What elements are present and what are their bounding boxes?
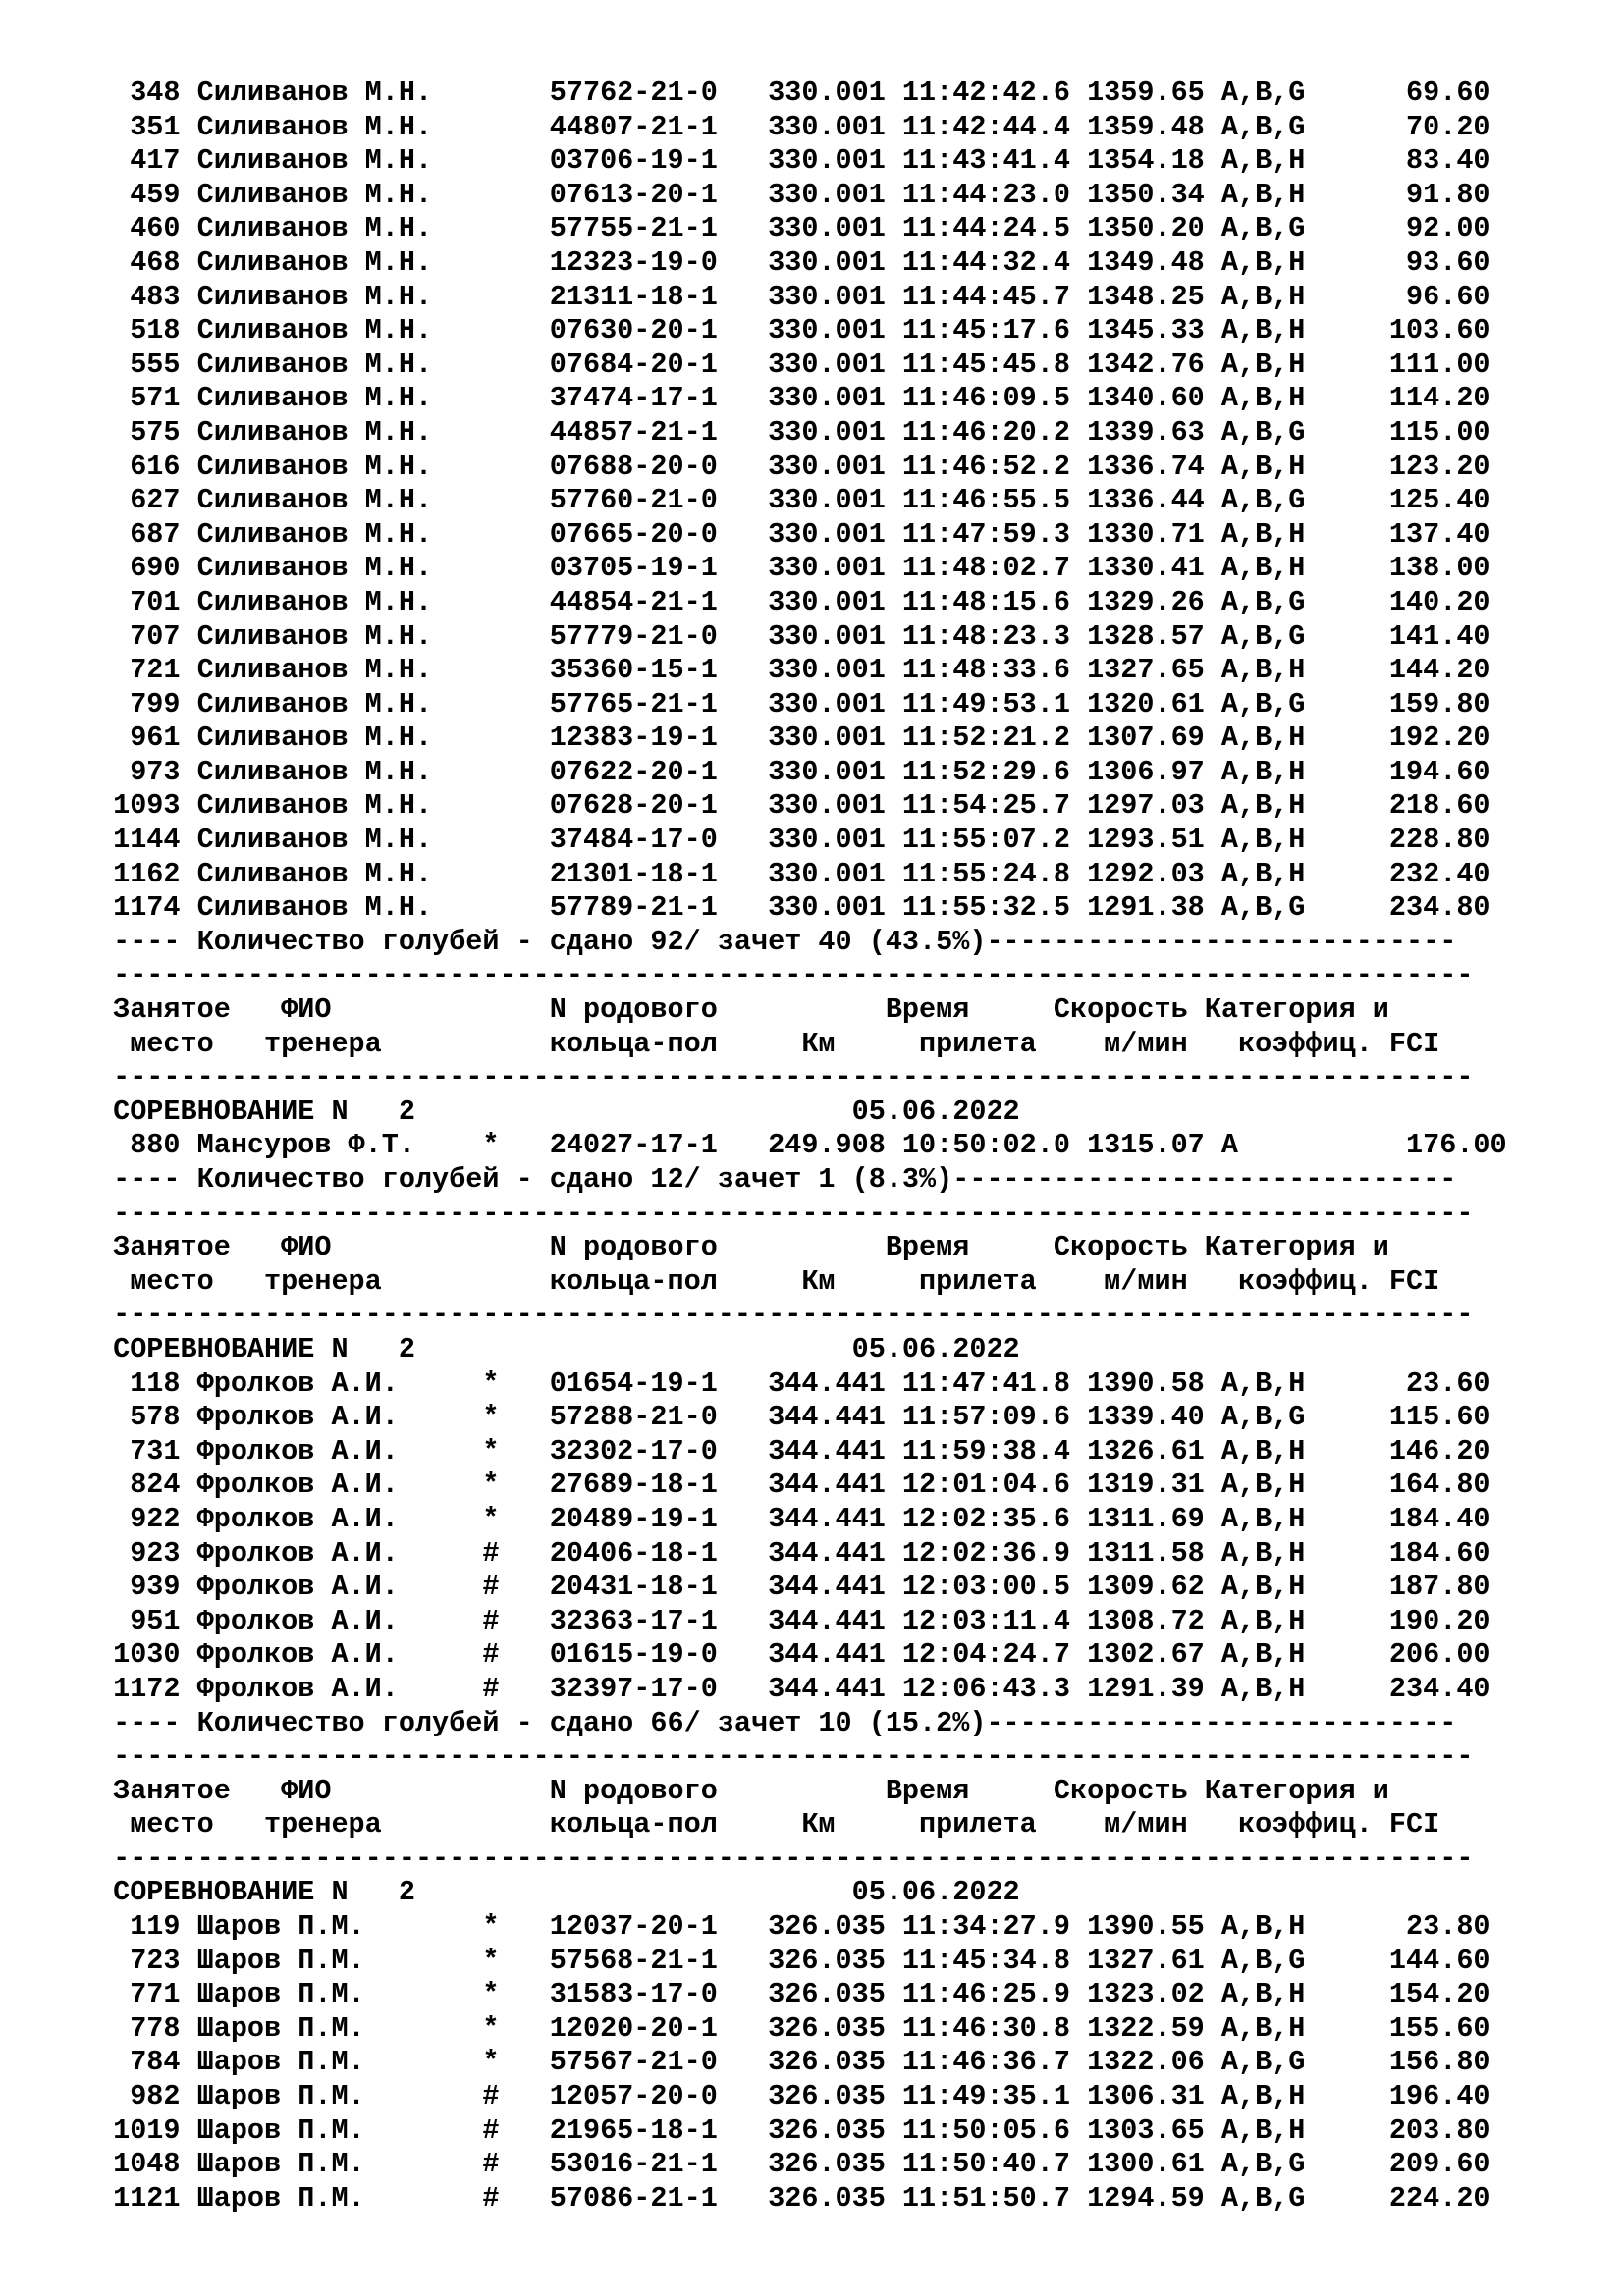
results-document: [96, 77, 1579, 2216]
result-row: 939 Фролков А.И. # 20431-18-1 344.441 12:03:00.5 1309.62 A,B,H 187.80: [96, 1571, 1490, 1604]
column-header-line: Занятое ФИО N родового Время Скорость Категория и: [96, 993, 1389, 1027]
result-row: 627 Силиванов М.Н. 57760-21-0 330.001 11:46:55.5 1336.44 A,B,G 125.40: [96, 484, 1490, 517]
result-row: 468 Силиванов М.Н. 12323-19-0 330.001 11:44:32.4 1349.48 A,B,H 93.60: [96, 245, 1490, 279]
summary-line: ---- Количество голубей - сдано 92/ зачет 40 (43.5%)----------------------------: [96, 925, 1457, 958]
result-row: 119 Шаров П.М. * 12037-20-1 326.035 11:34:27.9 1390.55 A,B,H 23.80: [96, 1910, 1490, 1944]
result-row: 1019 Шаров П.М. # 21965-18-1 326.035 11:50:05.6 1303.65 A,B,H 203.80: [96, 2113, 1490, 2147]
column-header-line: Занятое ФИО N родового Время Скорость Категория и: [96, 1774, 1389, 1807]
result-row: 771 Шаров П.М. * 31583-17-0 326.035 11:46:25.9 1323.02 A,B,H 154.20: [96, 1978, 1490, 2011]
result-row: 616 Силиванов М.Н. 07688-20-0 330.001 11:46:52.2 1336.74 A,B,H 123.20: [96, 450, 1490, 483]
competition-line: СОРЕВНОВАНИЕ N 2 05.06.2022: [96, 1095, 1020, 1128]
divider-line: ---------------------------------------------------------------------------------: [96, 1061, 1474, 1095]
result-row: 731 Фролков А.И. * 32302-17-0 344.441 11:59:38.4 1326.61 A,B,H 146.20: [96, 1434, 1490, 1468]
summary-line: ---- Количество голубей - сдано 12/ зачет 1 (8.3%)------------------------------: [96, 1163, 1457, 1196]
result-row: 1174 Силиванов М.Н. 57789-21-1 330.001 11:55:32.5 1291.38 A,B,G 234.80: [96, 891, 1490, 925]
divider-line: ---------------------------------------------------------------------------------: [96, 959, 1474, 992]
result-row: 824 Фролков А.И. * 27689-18-1 344.441 12:01:04.6 1319.31 A,B,H 164.80: [96, 1468, 1490, 1502]
result-row: 571 Силиванов М.Н. 37474-17-1 330.001 11:46:09.5 1340.60 A,B,H 114.20: [96, 382, 1490, 415]
result-row: 1121 Шаров П.М. # 57086-21-1 326.035 11:51:50.7 1294.59 A,B,G 224.20: [96, 2181, 1490, 2215]
summary-line: ---- Количество голубей - сдано 66/ зачет 10 (15.2%)----------------------------: [96, 1706, 1457, 1739]
result-row: 459 Силиванов М.Н. 07613-20-1 330.001 11:44:23.0 1350.34 A,B,H 91.80: [96, 178, 1490, 211]
result-row: 922 Фролков А.И. * 20489-19-1 344.441 12:02:35.6 1311.69 A,B,H 184.40: [96, 1502, 1490, 1535]
result-row: 1093 Силиванов М.Н. 07628-20-1 330.001 11:54:25.7 1297.03 A,B,H 218.60: [96, 789, 1490, 823]
divider-line: ---------------------------------------------------------------------------------: [96, 1299, 1474, 1332]
result-row: 784 Шаров П.М. * 57567-21-0 326.035 11:46:36.7 1322.06 A,B,G 156.80: [96, 2046, 1490, 2079]
result-row: 880 Мансуров Ф.Т. * 24027-17-1 249.908 10:50:02.0 1315.07 A 176.00: [96, 1129, 1507, 1162]
result-row: 973 Силиванов М.Н. 07622-20-1 330.001 11:52:29.6 1306.97 A,B,H 194.60: [96, 755, 1490, 788]
result-row: 575 Силиванов М.Н. 44857-21-1 330.001 11:46:20.2 1339.63 A,B,G 115.00: [96, 415, 1490, 449]
result-row: 483 Силиванов М.Н. 21311-18-1 330.001 11:44:45.7 1348.25 A,B,H 96.60: [96, 280, 1490, 313]
competition-line: СОРЕВНОВАНИЕ N 2 05.06.2022: [96, 1876, 1020, 1909]
result-row: 460 Силиванов М.Н. 57755-21-1 330.001 11:44:24.5 1350.20 A,B,G 92.00: [96, 212, 1490, 245]
divider-line: ---------------------------------------------------------------------------------: [96, 1740, 1474, 1774]
result-row: 799 Силиванов М.Н. 57765-21-1 330.001 11:49:53.1 1320.61 A,B,G 159.80: [96, 687, 1490, 721]
result-row: 1030 Фролков А.И. # 01615-19-0 344.441 12:04:24.7 1302.67 A,B,H 206.00: [96, 1638, 1490, 1672]
result-row: 723 Шаров П.М. * 57568-21-1 326.035 11:45:34.8 1327.61 A,B,G 144.60: [96, 1944, 1490, 1977]
result-row: 701 Силиванов М.Н. 44854-21-1 330.001 11:48:15.6 1329.26 A,B,G 140.20: [96, 585, 1490, 618]
result-row: 721 Силиванов М.Н. 35360-15-1 330.001 11:48:33.6 1327.65 A,B,H 144.20: [96, 654, 1490, 687]
result-row: 687 Силиванов М.Н. 07665-20-0 330.001 11:47:59.3 1330.71 A,B,H 137.40: [96, 517, 1490, 551]
result-row: 555 Силиванов М.Н. 07684-20-1 330.001 11:45:45.8 1342.76 A,B,H 111.00: [96, 347, 1490, 381]
result-row: 1144 Силиванов М.Н. 37484-17-0 330.001 11:55:07.2 1293.51 A,B,H 228.80: [96, 824, 1490, 857]
result-row: 707 Силиванов М.Н. 57779-21-0 330.001 11:48:23.3 1328.57 A,B,G 141.40: [96, 619, 1490, 653]
divider-line: ---------------------------------------------------------------------------------: [96, 1197, 1474, 1230]
result-row: 417 Силиванов М.Н. 03706-19-1 330.001 11:43:41.4 1354.18 A,B,H 83.40: [96, 144, 1490, 178]
column-header-subline: место тренера кольца-пол Км прилета м/мин коэффиц. FCI: [96, 1808, 1440, 1842]
column-header-line: Занятое ФИО N родового Время Скорость Категория и: [96, 1231, 1389, 1264]
result-row: 690 Силиванов М.Н. 03705-19-1 330.001 11:48:02.7 1330.41 A,B,H 138.00: [96, 552, 1490, 585]
column-header-subline: место тренера кольца-пол Км прилета м/мин коэффиц. FCI: [96, 1027, 1440, 1060]
result-row: 961 Силиванов М.Н. 12383-19-1 330.001 11:52:21.2 1307.69 A,B,H 192.20: [96, 721, 1490, 755]
result-row: 1048 Шаров П.М. # 53016-21-1 326.035 11:50:40.7 1300.61 A,B,G 209.60: [96, 2148, 1490, 2181]
column-header-subline: место тренера кольца-пол Км прилета м/мин коэффиц. FCI: [96, 1264, 1440, 1298]
result-row: 1162 Силиванов М.Н. 21301-18-1 330.001 11:55:24.8 1292.03 A,B,H 232.40: [96, 857, 1490, 890]
result-row: 778 Шаров П.М. * 12020-20-1 326.035 11:46:30.8 1322.59 A,B,H 155.60: [96, 2011, 1490, 2045]
result-row: 923 Фролков А.И. # 20406-18-1 344.441 12:02:36.9 1311.58 A,B,H 184.60: [96, 1536, 1490, 1570]
result-row: 518 Силиванов М.Н. 07630-20-1 330.001 11:45:17.6 1345.33 A,B,H 103.60: [96, 314, 1490, 347]
result-row: 1172 Фролков А.И. # 32397-17-0 344.441 12:06:43.3 1291.39 A,B,H 234.40: [96, 1672, 1490, 1705]
result-row: 951 Фролков А.И. # 32363-17-1 344.441 12:03:11.4 1308.72 A,B,H 190.20: [96, 1604, 1490, 1637]
result-row: 982 Шаров П.М. # 12057-20-0 326.035 11:49:35.1 1306.31 A,B,H 196.40: [96, 2080, 1490, 2113]
result-row: 348 Силиванов М.Н. 57762-21-0 330.001 11:42:42.6 1359.65 A,B,G 69.60: [96, 77, 1490, 109]
result-row: 118 Фролков А.И. * 01654-19-1 344.441 11:47:41.8 1390.58 A,B,H 23.60: [96, 1366, 1490, 1400]
competition-line: СОРЕВНОВАНИЕ N 2 05.06.2022: [96, 1332, 1020, 1365]
divider-line: ---------------------------------------------------------------------------------: [96, 1842, 1474, 1875]
result-row: 351 Силиванов М.Н. 44807-21-1 330.001 11:42:44.4 1359.48 A,B,G 70.20: [96, 110, 1490, 143]
result-row: 578 Фролков А.И. * 57288-21-0 344.441 11:57:09.6 1339.40 A,B,G 115.60: [96, 1401, 1490, 1434]
